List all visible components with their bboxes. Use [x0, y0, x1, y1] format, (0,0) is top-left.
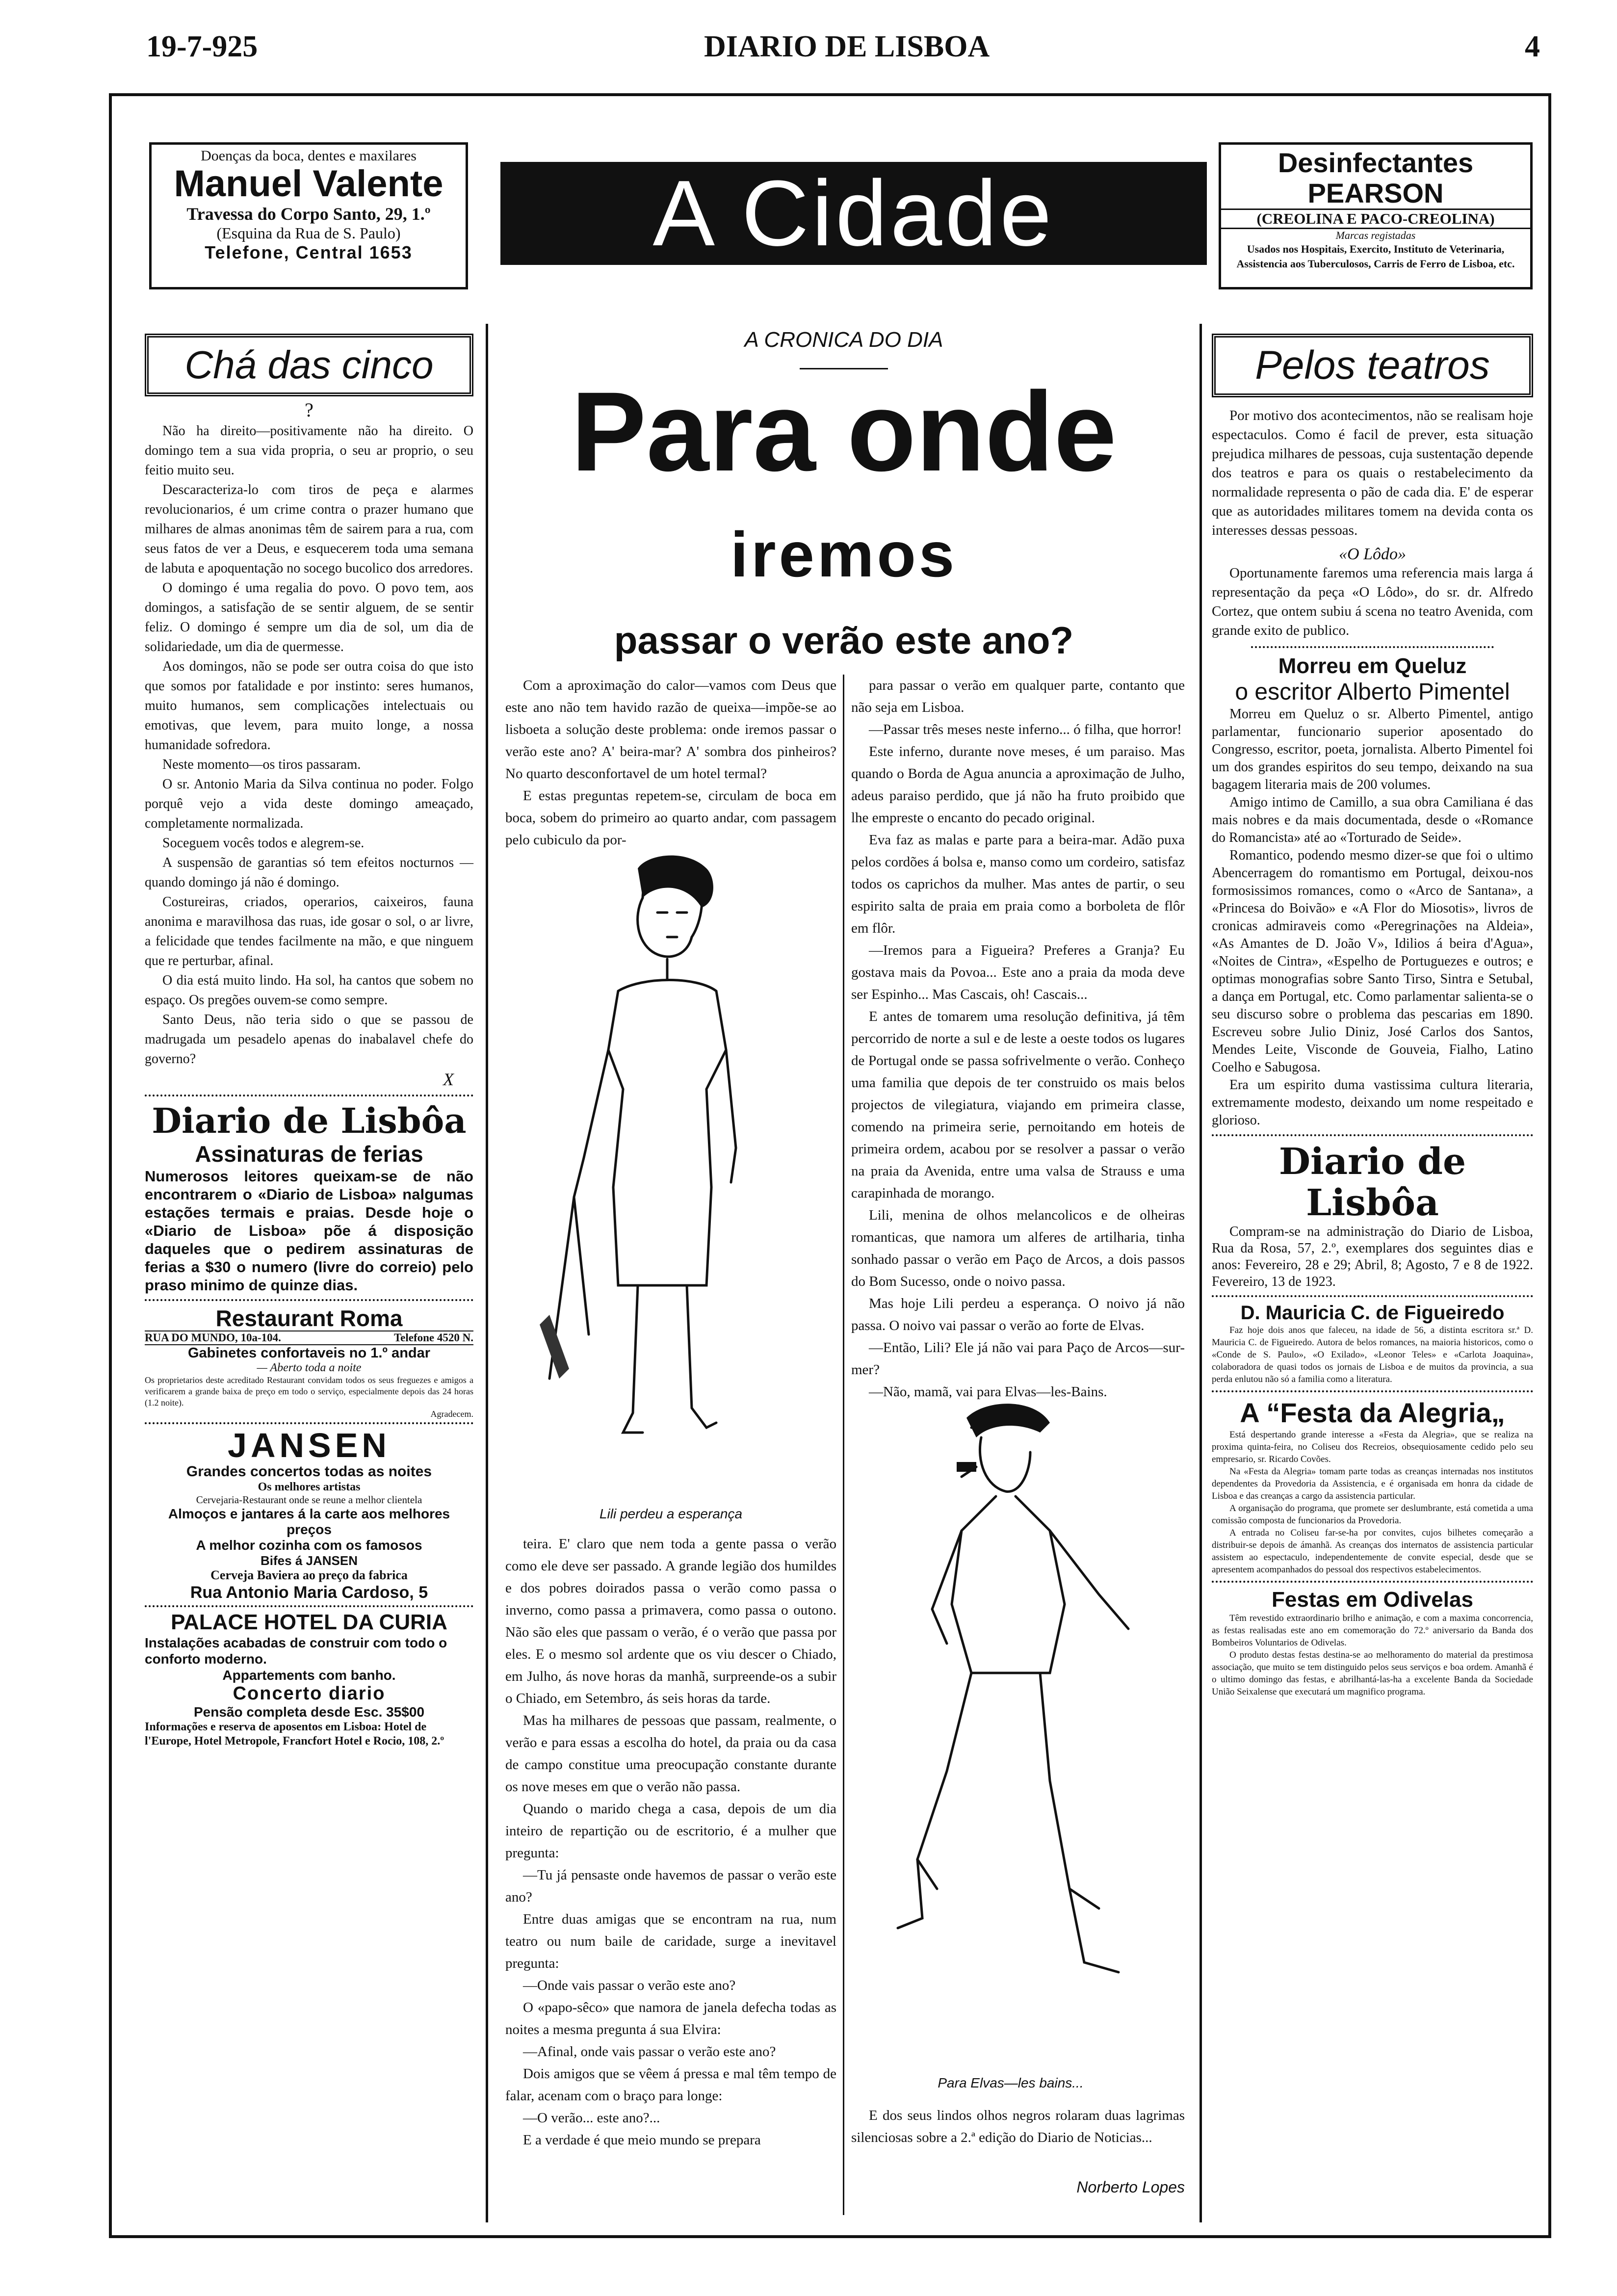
woman-sketch-icon: [520, 844, 834, 1477]
roma-agradecem: Agradecem.: [430, 1409, 473, 1419]
teatros-text: [1212, 406, 1533, 540]
ad-pearson-text: Usados nos Hospitais, Exercito, Instituto de Veterinaria, Assistencia aos Tuberculosos, Carris de Ferro de Lisboa, etc.: [1236, 243, 1515, 270]
paragraph: Morreu em Queluz o sr. Alberto Pimentel, antigo parlamentar, funcionario superior aposentado do Congresso, escritor, poeta, jornalista. Alberto Pimentel foi um dos grandes espiritos do seu tempo, deixando na sua bagagem literaria mais de 200 volumes.: [1212, 706, 1533, 792]
pelos-teatros-banner: [1212, 334, 1533, 397]
roma-gabinetes: Gabinetes confortaveis no 1.º andar: [187, 1345, 431, 1361]
cha-das-cinco-title: Chá das cinco: [184, 343, 434, 387]
lodo-title: «O Lôdo»: [1339, 545, 1406, 563]
morreu-text: [1212, 705, 1533, 1129]
paragraph: Eva faz as malas e parte para a beira-mar. Adão puxa pelos cordões á bolsa e, manso como um cordeiro, satisfaz todos os caprichos da mulher. Mas antes de partir, o seu espirito salta de praia em praia como a borboleta de flôr em flôr.: [851, 832, 1185, 936]
header-paper-name: DIARIO DE LISBOA: [704, 30, 990, 63]
diario-logo: Diario de Lisbôa: [1278, 1141, 1466, 1224]
compram-text: [1212, 1224, 1533, 1290]
palace-line: Pensão completa desde Esc. 35$00: [193, 1704, 425, 1720]
paragraph: Este inferno, durante nove meses, é um paraiso. Mas quando o Borda de Agua anuncia a aproximação de Julho, adeus paraiso perdido, que já não ha fruto proibido que lhe empreste o encanto do pecado original.: [851, 744, 1185, 826]
ad-name: Manuel Valente: [174, 163, 443, 205]
paragraph: Santo Deus, não teria sido o que se passou de madrugada um pesadelo apenas do inabalavel chefe do governo?: [145, 1012, 473, 1067]
divider: [1212, 1134, 1533, 1136]
ad-line: Doenças da boca, dentes e maxilares: [201, 148, 417, 164]
divider: [145, 1422, 473, 1424]
paragraph: O dia está muito lindo. Ha sol, ha cantos que sobem no espaço. Os pregões ouvem-se como sempre.: [145, 973, 473, 1008]
soldier-sketch-icon: [873, 1398, 1168, 2002]
divider: [145, 1605, 473, 1607]
paragraph: Faz hoje dois anos que faleceu, na idade de 56, a distinta escritora sr.ª D. Mauricia C. de Figueiredo. Autora de belos romances, na maioria historicos, como o «Conde de S. Paulo», «O Exilado», «Leonor Teles» e «Carlota Joaquina», colaboradora de quasi todos os jornais de Lisboa e de muitos da provincia, a sua perda enlutou não só a familia como a literatura.: [1212, 1325, 1533, 1384]
article-column-a: [505, 675, 836, 851]
paragraph: A organisação do programa, que promete ser deslumbrante, está cometida a uma comissão composta de funcionarios da Provedoria.: [1212, 1503, 1533, 1526]
ad-pearson: [1219, 142, 1533, 289]
paragraph: Com a aproximação do calor—vamos com Deus que este ano não tem havido razão de queixa—impõe-se ao lisboeta a solução deste problema: onde iremos passar o verão este ano? A' beira-mar? A' sombra dos pinheiros? No quarto desconfortavel de um hotel termal?: [505, 678, 836, 782]
paragraph: —Onde vais passar o verão este ano?: [523, 1978, 736, 1993]
paragraph: teira. E' claro que nem toda a gente passa o verão como ele deve ser passado. A grande legião dos humildes e dos pobres doirados passa o verão como passa o inverno, como passa a primavera, como passa o outono. Não são eles que passam o verão, é o verão que passa por eles. E o mesmo sol ardente que os viu descer o Chiado, em Julho, ás nove horas da manhã, surpreende-os a subir o Chiado, em Setembro, ás seis horas da tarde.: [505, 1536, 836, 1706]
paragraph: O domingo é uma regalia do povo. O povo tem, aos domingos, a satisfação de se sentir alguem, de se sentir feliz. O domingo é sempre um dia de sol, um dia de solidariedade, um dia de quermesse.: [145, 580, 473, 654]
roma-aberto: — Aberto toda a noite: [257, 1361, 362, 1374]
paragraph: —Não, mamã, vai para Elvas—les-Bains.: [869, 1384, 1107, 1400]
column-rule: [1200, 324, 1202, 2222]
paragraph: Era um espirito duma vastissima cultura literaria, extremamente modesto, deixando um nome respeitado e glorioso.: [1212, 1077, 1533, 1128]
ad-phone: Telefone, Central 1653: [205, 242, 413, 262]
paragraph: E antes de tomarem uma resolução definitiva, já têm percorrido de norte a sul e de leste a oeste todos os lugares de Portugal onde se passa sofrivelmente o verão. Conheço uma familia que depois de ter construido os mais belos projectos de vilegiatura, viajando em primeira classe, comendo na primeira serie, pernoitando em hoteis de primeira ordem, acabou por se resolver a passar o verão na praia da Avenida, entre uma valsa de Strauss e uma carapinhada de morango.: [851, 1009, 1185, 1201]
paragraph: —O verão... este ano?...: [523, 2110, 660, 2126]
jansen-line: Bifes á JANSEN: [261, 1553, 358, 1568]
divider: [1212, 1581, 1533, 1583]
paragraph: Soceguem vocês todos e alegrem-se.: [162, 835, 365, 851]
paragraph: E a verdade é que meio mundo se prepara: [523, 2132, 761, 2148]
paragraph: Está despertando grande interesse a «Festa da Alegria», que se realiza na proxima quinta-feira, no Coliseu dos Recreios, obsequiosamente cedido pelo seu empresario, sr. Ricardo Covões.: [1212, 1430, 1533, 1464]
divider: [145, 1299, 473, 1301]
palace-title: PALACE HOTEL DA CURIA: [171, 1610, 447, 1634]
paragraph: A suspensão de garantias só tem efeitos nocturnos — quando domingo já não é domingo.: [145, 855, 473, 890]
paragraph: Na «Festa da Alegria» tomam parte todas as creanças internadas nos institutos dependentes da Provedoria da Assistencia, e é organisada em honra da cidade de Lisboa e das creanças a cargo da assistencia particular.: [1212, 1466, 1533, 1501]
divider: [1212, 1390, 1533, 1392]
header-page-number: 4: [1525, 30, 1540, 63]
article-kicker: A CRONICA DO DIA: [744, 328, 943, 352]
paragraph: O sr. Antonio Maria da Silva continua no poder. Folgo porquê vejo a vida deste domingo ameaçado, completamente normalizada.: [145, 777, 473, 831]
divider: [1251, 646, 1494, 648]
paragraph: Mas ha milhares de pessoas que passam, realmente, o verão e para essas a escolha do hotel, da praia ou da casa de campo constitue uma preocupação constante durante os nove meses em que o verão não passa.: [505, 1713, 836, 1795]
masthead: [500, 162, 1207, 265]
inner-column-rule: [843, 675, 844, 2215]
roma-address-row: [145, 1331, 473, 1345]
paragraph: E estas preguntas repetem-se, circulam de boca em boca, sobem do primeiro ao quarto andar, com passagem pelo cubiculo da por-: [505, 788, 836, 848]
paragraph: —Afinal, onde vais passar o verão este ano?: [523, 2044, 776, 2060]
cha-question-mark: ?: [305, 399, 313, 421]
illustration-soldier: [873, 1398, 1168, 2002]
mauricia-text: [1212, 1324, 1533, 1385]
paragraph: Entre duas amigas que se encontram na rua, num teatro ou num baile de caridade, surge a inevitavel pregunta:: [505, 1911, 836, 1971]
odivelas-title: Festas em Odivelas: [1272, 1588, 1473, 1612]
jansen-line: Grandes concertos todas as noites: [186, 1463, 432, 1480]
ad-address-note: (Esquina da Rua de S. Paulo): [216, 224, 401, 242]
odivelas-text: [1212, 1612, 1533, 1698]
signature: X: [443, 1070, 454, 1089]
roma-title: Restaurant Roma: [215, 1305, 403, 1331]
palace-line: Informações e reserva de aposentos em Lisboa: Hotel de l'Europe, Hotel Metropole, Francfort Hotel e Rocio, 108, 2.º: [145, 1721, 444, 1748]
paragraph: A entrada no Coliseu far-se-ha por convites, cujos bilhetes começarão a distribuir-se depois de ámanhã. As creanças dos internatos de assistencia particular assistem ao espectaculo, independentemente de convite especial, desde que se apresentem acompanhados do pessoal dos respectivos estabelecimentos.: [1212, 1528, 1533, 1575]
paragraph: Descaracteriza-lo com tiros de peça e alarmes revolucionarios, é um crime contra o prazer humano que milhares de almas anonimas têm de sairem para a rua, com seus fatos de ver a Deus, e esquecerem toda uma semana de labuta e apoquentação no socego bucolico dos arredores.: [145, 482, 473, 576]
column-rule: [486, 324, 488, 2222]
caption-lili: Lili perdeu a esperança: [599, 1506, 743, 1521]
headline-main: Para onde: [571, 368, 1117, 495]
paragraph: Romantico, podendo mesmo dizer-se que foi o ultimo Abencerragem do romantismo em Portugal, deixou-nos formosissimos romances, como o «Arco de Santana», a «Princesa do Boivão» e «A Flor do Miosotis», livros de cronicas admiraveis como «Peregrinações na Aldeia», «As Amantes de D. João V», Idilios á beira d'Agua», «Noites de Cintra», «Espelho de Portuguezes e outros; e optimas monografias sobre Santo Tirso, Sintra e Setubal, a dança em Portugal, etc. Como parlamentar salienta-se o seu discurso sobre o problema das pescarias em 1890. Escreveu sobre Julio Diniz, José Carlos dos Santos, Mendes Leite, Visconde de Gouveia, Fialho, Latino Coelho e Sabugosa.: [1212, 848, 1533, 1075]
divider: [1212, 1295, 1533, 1297]
pelos-teatros-title: Pelos teatros: [1255, 343, 1490, 388]
paragraph: E dos seus lindos olhos negros rolaram duas lagrimas silenciosas sobre a 2.ª edição do Diario de Noticias...: [851, 2108, 1185, 2145]
morreu-subtitle: o escritor Alberto Pimentel: [1235, 679, 1510, 705]
paragraph: Amigo intimo de Camillo, a sua obra Camiliana é das mais nobres e da mais documentada, desde o «Romance do Romancista» até ao «Torturado de Seide».: [1212, 795, 1533, 845]
paragraph: —Tu já pensaste onde havemos de passar o verão este ano?: [505, 1867, 836, 1905]
paragraph: O «papo-sêco» que namora de janela defecha todas as noites a mesma pregunta á sua Elvira:: [505, 2000, 836, 2037]
paragraph: Dois amigos que se vêem á pressa e mal têm tempo de falar, acenam com o braço para longe:: [505, 2066, 836, 2104]
right-column: [1212, 334, 1533, 1698]
roma-phone: Telefone 4520 N.: [393, 1331, 473, 1344]
caption-soldier: Para Elvas—les bains...: [938, 2075, 1084, 2090]
paragraph: Lili, menina de olhos melancolicos e de olheiras romanticas, que namora um alferes de artilharia, tinha sonhado passar o verão em Paço de Arcos, a dois passos do Bom Sucesso, onde o noivo passa.: [851, 1207, 1185, 1289]
cha-das-cinco-text: [145, 421, 473, 1069]
roma-address: RUA DO MUNDO, 10a-104.: [145, 1331, 281, 1344]
article-column-c: [505, 1533, 836, 2151]
jansen-title: JANSEN: [228, 1426, 391, 1464]
paragraph: Costureiras, criados, operarios, caixeiros, fauna anonima e maravilhosa das ruas, ide gosar o sol, o ar livre, a felicidade que tendes facilmente na mão, e que ninguem que re perturbar, afinal.: [145, 894, 473, 968]
paragraph: Mas hoje Lili perdeu a esperança. O noivo já não passa. O noivo vai passar o verão ao forte de Elvas.: [851, 1296, 1185, 1333]
lodo-text: [1212, 564, 1533, 640]
jansen-line: Os melhores artistas: [258, 1481, 361, 1493]
paragraph: Compram-se na administração do Diario de Lisboa, Rua da Rosa, 57, 2.º, exemplares dos seguintes dias e anos: Fevereiro, 28 e 29; Abril, 8; Agosto, 7 e 8 de 1922. Fevereiro, 13 de 1923.: [1212, 1224, 1533, 1289]
palace-concerto: Concerto diario: [233, 1683, 386, 1704]
jansen-line: Cervejaria-Restaurant onde se reune a melhor clientela: [196, 1494, 422, 1506]
palace-line: Appartements com banho.: [222, 1668, 396, 1683]
assinaturas-text: Numerosos leitores queixam-se de não encontrarem o «Diario de Lisboa» nalgumas estações termais e praias. Desde hoje o «Diario de Lisboa» põe á disposição daqueles que o pedirem assinaturas de ferias a $30 o numero (livre do correio) pelo praso minimo de quinze dias.: [145, 1168, 473, 1294]
masthead-title: A Cidade: [652, 161, 1055, 265]
diario-logo: Diario de Lisbôa: [152, 1100, 467, 1141]
headline-third: passar o verão este ano?: [614, 619, 1074, 662]
paragraph: Por motivo dos acontecimentos, não se realisam hoje espectaculos. Como é facil de prever, esta situação prejudica milhares de pessoas, cuja sustentação depende dos teatros e para os quais o restabelecimento da normalidade representa o pão de cada dia. E' de esperar que as autoridades militares tomem na devida conta os interesses dessas pessoas.: [1212, 408, 1533, 538]
ad-pearson-title: Desinfectantes PEARSON: [1278, 147, 1474, 209]
cha-das-cinco-banner: [145, 334, 473, 396]
paragraph: —Então, Lili? Ele já não vai para Paço de Arcos—sur-mer?: [851, 1340, 1185, 1378]
paragraph: para passar o verão em qualquer parte, contanto que não seja em Lisboa.: [851, 678, 1185, 715]
festa-title: A “Festa da Alegria„: [1240, 1397, 1505, 1428]
paragraph: Oportunamente faremos uma referencia mais larga á representação da peça «O Lôdo», do sr. dr. Alfredo Cortez, que ontem subiu á scena no teatro Avenida, com grande exito de publico.: [1212, 565, 1533, 638]
paragraph: Têm revestido extraordinario brilho e animação, e com a maxima concorrencia, as festas realisadas este ano em comemoração do 72.º aniversario da Banda dos Bombeiros Voluntarios de Odivelas.: [1212, 1613, 1533, 1648]
ad-pearson-subtitle: (CREOLINA E PACO-CREOLINA): [1221, 209, 1530, 229]
ad-address: Travessa do Corpo Santo, 29, 1.º: [186, 204, 431, 224]
paragraph: Aos domingos, não se pode ser outra coisa do que isto que somos por fatalidade e por instinto: seres humanos, muito humanos, sem complicações intelectuais ou emotivas, que levem, para muito longe, a nossa humanidade sofredora.: [145, 659, 473, 753]
left-column: [145, 334, 473, 1748]
ad-pearson-registered: Marcas registadas: [1335, 229, 1416, 241]
header-date: 19-7-925: [146, 30, 258, 63]
divider: [145, 1095, 473, 1096]
paragraph: Não ha direito—positivamente não ha direito. O domingo tem a sua vida propria, o seu ar proprio, o seu feitio muito seu.: [145, 423, 473, 478]
paragraph: —Passar três meses neste inferno... ó filha, que horror!: [869, 722, 1182, 737]
ad-manuel-valente: [149, 142, 468, 289]
assinaturas-title: Assinaturas de ferias: [195, 1141, 423, 1167]
jansen-line: A melhor cozinha com os famosos: [196, 1538, 422, 1553]
headline-second: iremos: [730, 519, 958, 590]
paragraph: Quando o marido chega a casa, depois de um dia inteiro de repartição ou de escritorio, é a mulher que pregunta:: [505, 1801, 836, 1861]
mauricia-title: D. Mauricia C. de Figueiredo: [1240, 1302, 1505, 1324]
paragraph: O produto destas festas destina-se ao melhoramento do material da prestimosa associação, que muito se tem distinguido pelos seus serviços e boa ordem. Amanhã é o ultimo domingo das festas, e abrilhantá-las-ha a excelente Banda da Sociedade União Seixalense que executará um magnifico programa.: [1212, 1650, 1533, 1697]
illustration-lili: [520, 844, 834, 1477]
palace-line: Instalações acabadas de construir com todo o conforto moderno.: [145, 1635, 447, 1667]
author-byline: Norberto Lopes: [1076, 2178, 1185, 2196]
morreu-title: Morreu em Queluz: [1278, 654, 1467, 678]
paragraph: Neste momento—os tiros passaram.: [162, 757, 361, 772]
jansen-line: Cerveja Baviera ao preço da fabrica: [210, 1568, 408, 1582]
festa-text: [1212, 1429, 1533, 1576]
article-column-b: [851, 675, 1185, 1403]
roma-text: Os proprietarios deste acreditado Restaurant convidam todos os seus freguezes e amigos a verificarem a grande baixa de preço em todo o serviço, especialmente depois das 24 horas (1.2 noite).: [145, 1375, 473, 1408]
jansen-line: Almoços e jantares á la carte aos melhores preços: [168, 1506, 450, 1537]
article-column-d: [851, 2105, 1185, 2149]
jansen-line: Rua Antonio Maria Cardoso, 5: [190, 1583, 428, 1602]
paragraph: —Iremos para a Figueira? Preferes a Granja? Eu gostava mais da Povoa... Este ano a praia da moda deve ser Espinho... Mas Cascais, oh! Cascais...: [851, 942, 1185, 1002]
